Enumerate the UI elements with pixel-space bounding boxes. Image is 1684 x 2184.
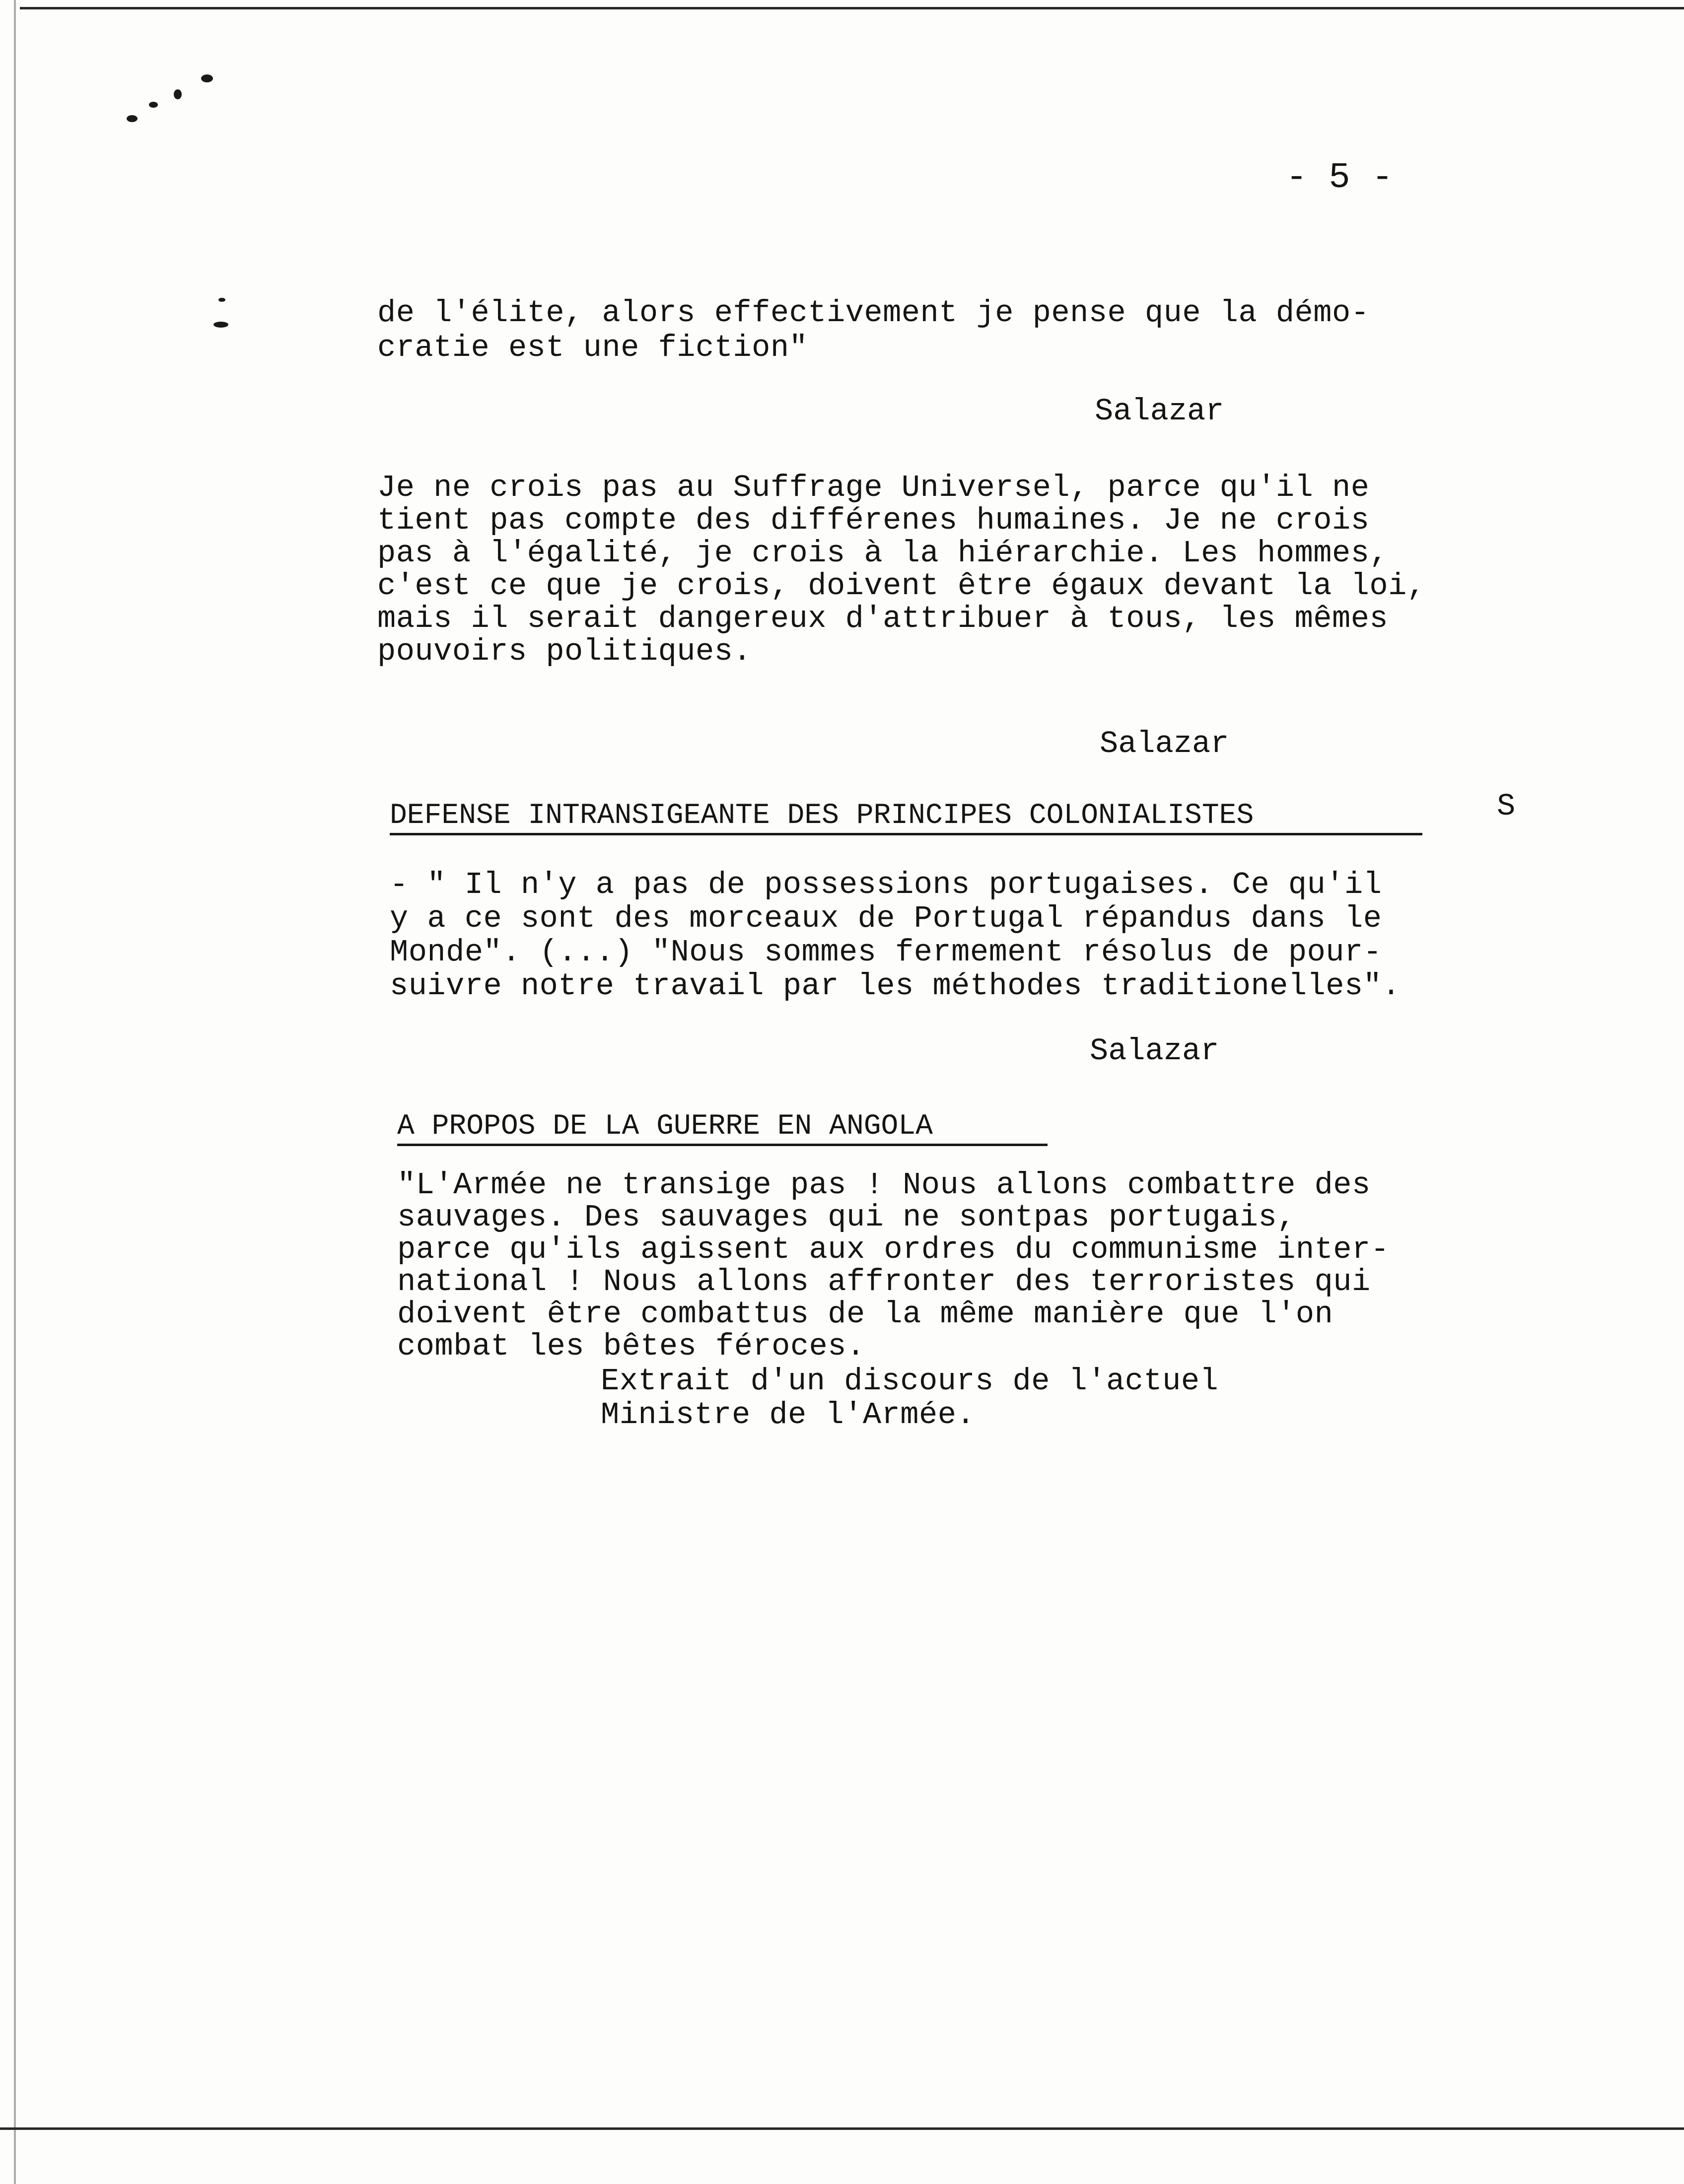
colonial-line: y a ce sont des morceaux de Portugal répandus dans le <box>390 901 1382 936</box>
page-left-edge <box>14 0 16 2184</box>
intro-signature: Salazar <box>1095 394 1224 429</box>
suffrage-line: mais il serait dangereux d'attribuer à tous, les mêmes <box>377 601 1389 636</box>
scan-speck <box>201 74 213 82</box>
scan-speck <box>174 89 182 99</box>
colonial-line: - " Il n'y a pas de possessions portugaises. Ce qu'il <box>390 867 1382 902</box>
attribution-line: Ministre de l'Armée. <box>601 1397 976 1433</box>
colonial-heading: DEFENSE INTRANSIGEANTE DES PRINCIPES COLONIALISTES <box>390 800 1422 835</box>
scan-speck <box>149 102 158 108</box>
scan-speck <box>213 322 228 328</box>
page-bottom-edge <box>0 2127 1684 2130</box>
suffrage-line: Je ne crois pas au Suffrage Universel, parce qu'il ne <box>377 470 1370 505</box>
scan-speck <box>218 298 225 302</box>
suffrage-line: pas à l'égalité, je crois à la hiérarchie. Les hommes, <box>377 536 1389 571</box>
angola-line: parce qu'ils agissent aux ordres du communisme inter- <box>397 1232 1390 1267</box>
angola-line: national ! Nous allons affronter des terroristes qui <box>397 1264 1371 1299</box>
colonial-signature: Salazar <box>1090 1033 1219 1069</box>
scan-speck <box>127 115 138 122</box>
colonial-line: suivre notre travail par les méthodes traditionelles". <box>390 968 1401 1004</box>
angola-line: doivent être combattus de la même manière que l'on <box>397 1297 1333 1332</box>
suffrage-signature: Salazar <box>1100 726 1229 761</box>
angola-line: sauvages. Des sauvages qui ne sontpas portugais, <box>397 1200 1296 1235</box>
intro-line: de l'élite, alors effectivement je pense que la démo- <box>377 295 1370 331</box>
page-top-edge <box>20 7 1684 9</box>
page-number: - 5 - <box>1286 157 1394 198</box>
attribution-line: Extrait d'un discours de l'actuel <box>601 1364 1219 1399</box>
colonial-line: Monde". (...) "Nous sommes fermement résolus de pour- <box>390 935 1382 970</box>
suffrage-line: pouvoirs politiques. <box>377 634 752 669</box>
margin-mark: S <box>1497 789 1516 824</box>
angola-line: "L'Armée ne transige pas ! Nous allons combattre des <box>397 1167 1371 1203</box>
angola-line: combat les bêtes féroces. <box>397 1329 865 1364</box>
suffrage-line: c'est ce que je crois, doivent être égaux devant la loi, <box>377 568 1426 604</box>
suffrage-line: tient pas compte des différenes humaines. Je ne crois <box>377 503 1370 538</box>
intro-line: cratie est une fiction" <box>377 330 808 365</box>
angola-heading: A PROPOS DE LA GUERRE EN ANGOLA <box>397 1111 1048 1146</box>
